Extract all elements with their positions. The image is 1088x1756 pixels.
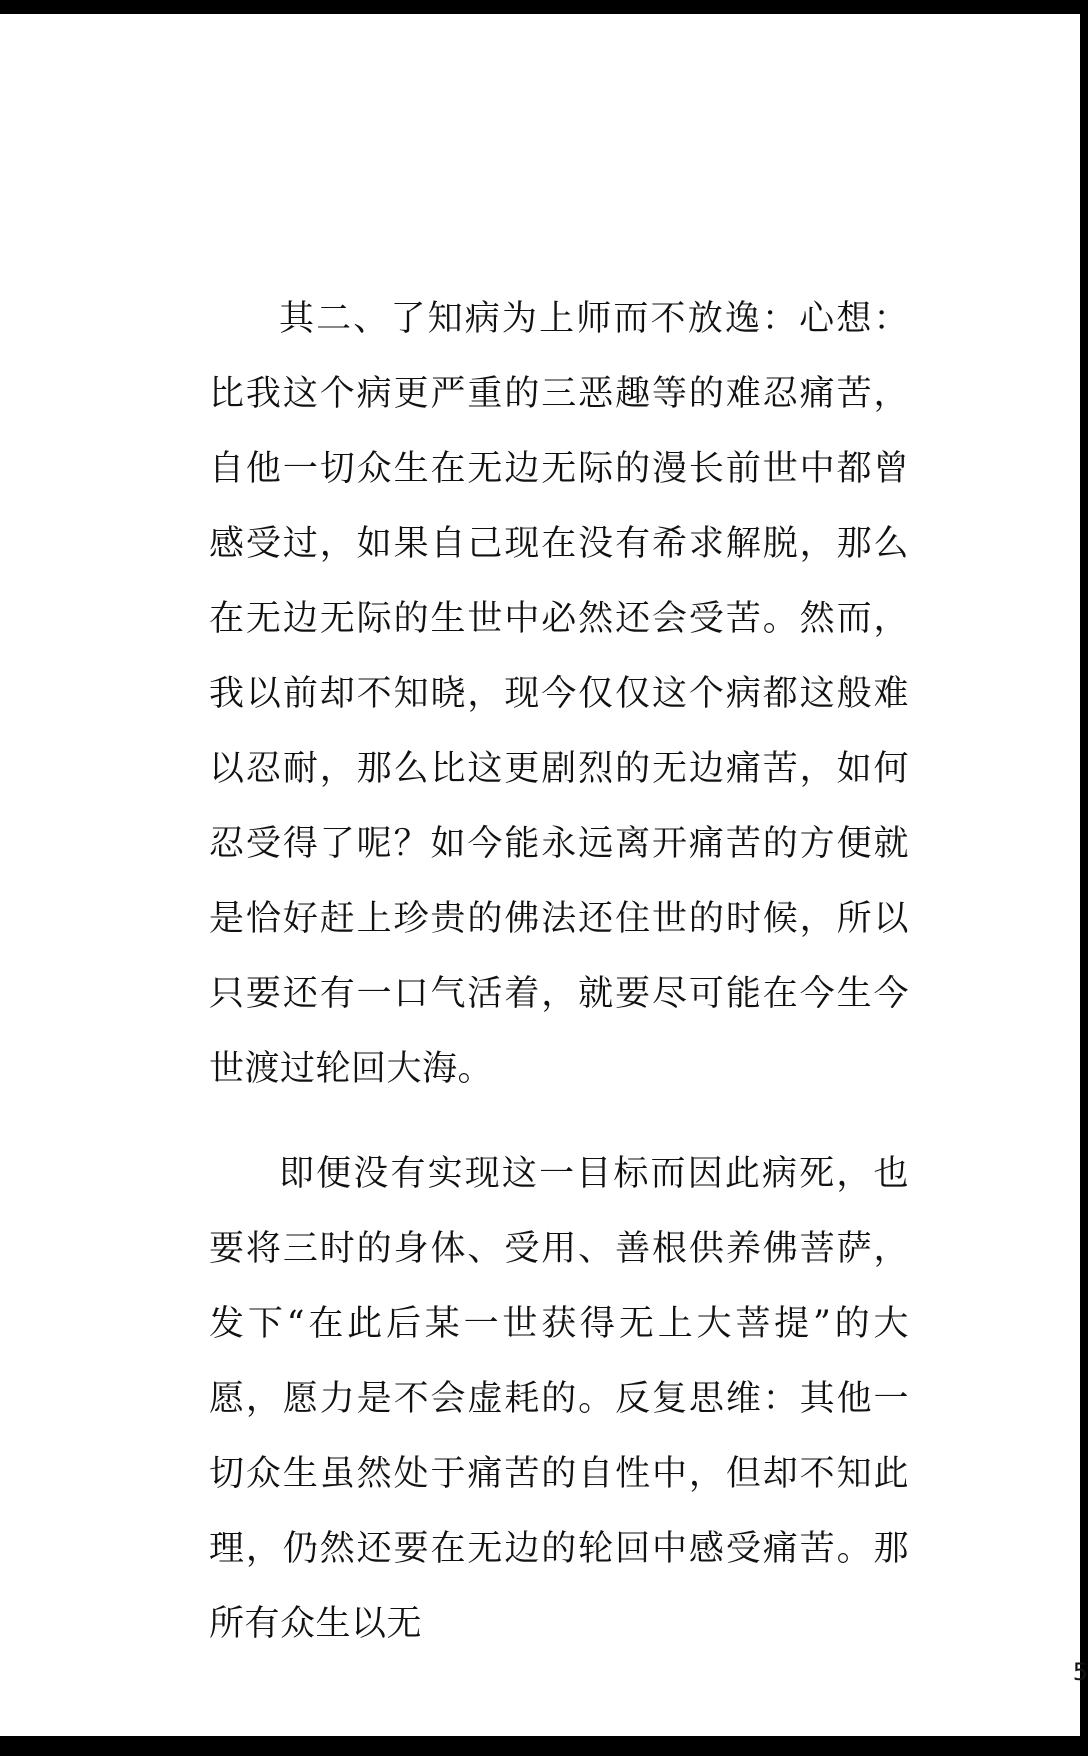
- paragraph-1: 其二、了知病为上师而不放逸：心想：比我这个病更严重的三恶趣等的难忍痛苦，自他一切众生在无边无际的漫长前世中都曾感受过，如果自己现在没有希求解脱，那么在无边无际的生世中必然还会受苦。然而，我以前却不知晓，现今仅仅这个病都这般难以忍耐，那么比这更剧烈的无边痛苦，如何忍受得了呢？如今能永远离开痛苦的方便就是恰好赶上珍贵的佛法还住世的时候，所以只要还有一口气活着，就要尽可能在今生今世渡过轮回大海。: [209, 299, 909, 1089]
- bottom-frame-bar: [0, 1736, 1080, 1756]
- top-frame-bar: [0, 0, 1080, 14]
- document-page[interactable]: [0, 14, 1088, 1736]
- document-body: [209, 282, 909, 1662]
- paragraph-2: 即便没有实现这一目标而因此病死，也要将三时的身体、受用、善根供养佛菩萨，发下“在此后某一世获得无上大菩提”的大愿，愿力是不会虚耗的。反复思维：其他一切众生虽然处于痛苦的自性中，但却不知此理，仍然还要在无边的轮回中感受痛苦。那所有众生以无: [209, 1154, 909, 1644]
- page-number: 5: [1072, 1658, 1088, 1686]
